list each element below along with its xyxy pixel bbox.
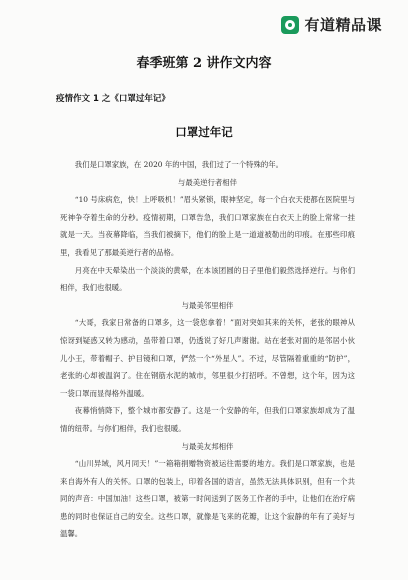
- section-heading: 与最美友邦相伴: [181, 441, 234, 451]
- logo: [281, 14, 382, 35]
- page-title: 春季班第 2 讲作文内容: [136, 56, 272, 71]
- essay-body: [60, 156, 355, 543]
- essay-paragraph: “大哥，我家日常备的口罩多，这一袋您拿着！”面对突如其来的关怀，老张的眼神从惊讶到疑惑又转为感动，虽带着口罩，仍透说了好几声谢谢。站在老张对面的是邻居小伙儿小王，带着帽子、护目镜和口罩，俨然一个“外星人”。不过，尽管隔着重重的“防护”，老张的心却被温润了。住在钢筋水泥的城市，邻里很少打招呼。不曾想，这个年，因为这一袋口罩而显得格外温暖。: [60, 318, 355, 398]
- essay-paragraph: 月亮在中天晕染出一个淡淡的黄晕，在本该团圆的日子里他们毅然选择逆行。与你们相伴，我们也很暖。: [60, 265, 355, 293]
- youdao-logo-icon: [281, 16, 299, 34]
- logo-text: 有道精品课: [304, 16, 382, 34]
- section-subtitle: 疫情作文 1 之《口罩过年记》: [56, 94, 170, 104]
- essay-paragraph: “山川异域，风月同天！”一箱箱捐赠物资被运往需要的地方。我们是口罩家族，也是来自海外有人的关怀。口罩的包装上，印着各国的语言，虽然无法具体识别，但有一个共同的声音：中国加油！这些口罩，被第一时间送到了医务工作者的手中，让他们在治疗病患的同时也保证自己的安全。这些口罩，就像是飞来的花瓣，让这个寂静的年有了美好与温馨。: [60, 459, 355, 539]
- essay-title: 口罩过年记: [175, 125, 233, 139]
- essay-paragraph: “10 号床病危，快！上呼吸机！”眉头紧锁，眼神坚定，每一个白衣天使都在医院里与死神争夺着生命的分秒。疫情初期，口罩告急，我们口罩家族在白衣天上的脸上常常一挂就是一天。当夜幕降临，当我们被摘下，他们的脸上是一道道被勒出的印痕。在那些印痕里，我看见了那最美逆行者的品格。: [60, 195, 355, 257]
- section-heading: 与最美逆行者相伴: [177, 177, 238, 187]
- essay-paragraph: 我们是口罩家族，在 2020 年的中国，我们过了一个特殊的年。: [74, 160, 284, 169]
- essay-paragraph: 夜幕悄悄降下，整个城市都安静了。这是一个安静的年，但我们口罩家族却成为了温情的纽带。与你们相伴，我们也很暖。: [60, 406, 355, 433]
- section-heading: 与最美邻里相伴: [181, 300, 234, 310]
